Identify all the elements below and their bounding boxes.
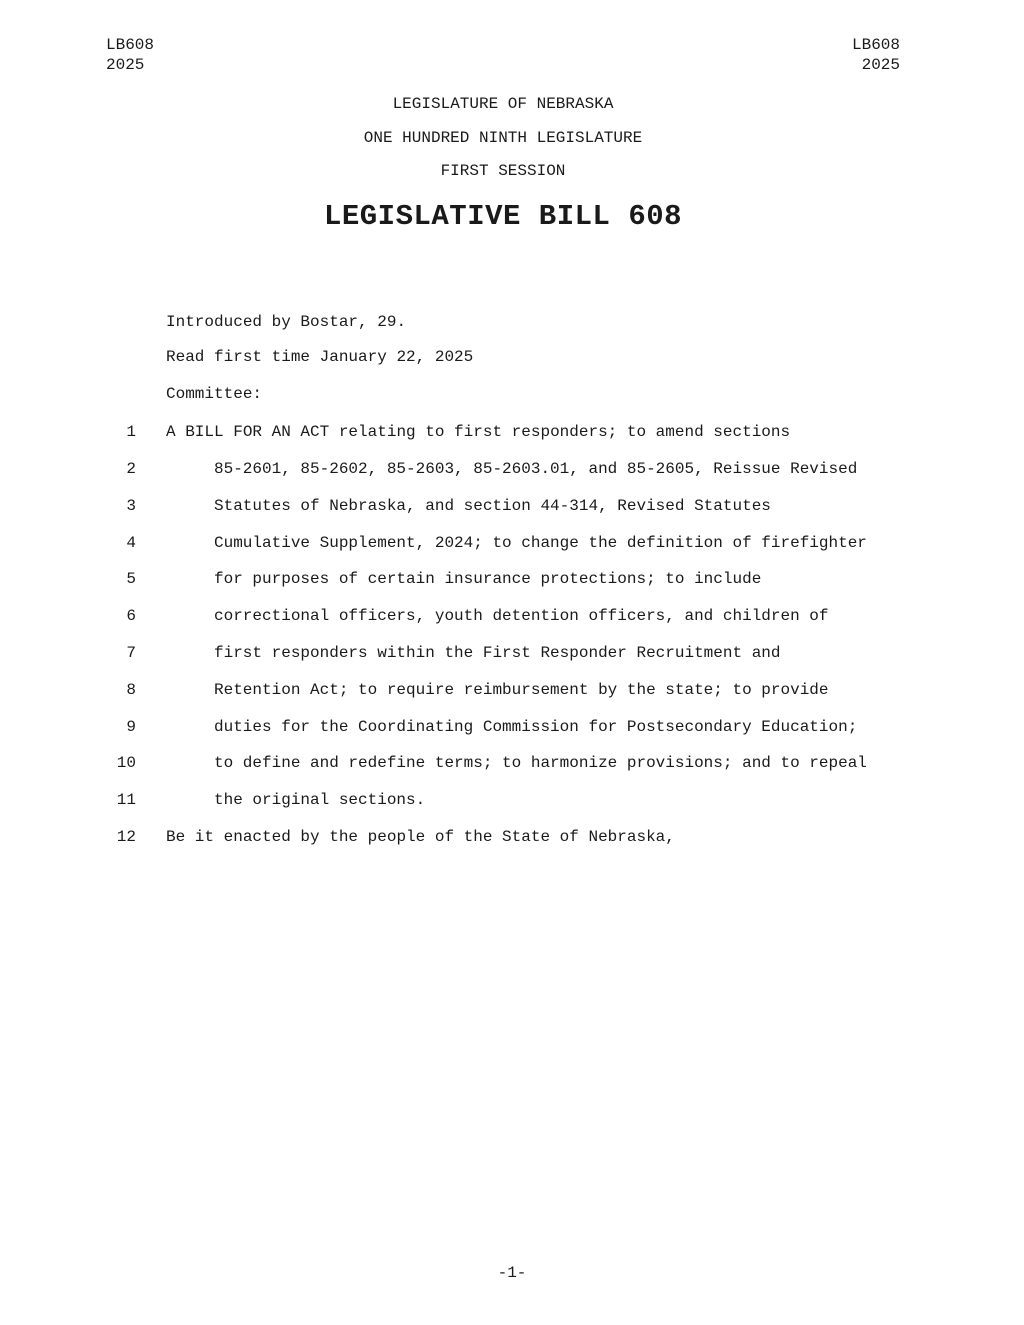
line-number: 7 bbox=[126, 644, 136, 662]
header-right-bill-number: LB608 bbox=[851, 36, 900, 54]
header-right bbox=[852, 35, 900, 75]
line-text: duties for the Coordinating Commission for Postsecondary Education; bbox=[214, 718, 858, 736]
header-left-bill-number: LB608 bbox=[106, 36, 155, 54]
header-left-year: 2025 bbox=[106, 56, 145, 74]
line-number: 5 bbox=[126, 570, 136, 588]
line-text: to define and redefine terms; to harmonize provisions; and to repeal bbox=[214, 754, 867, 772]
line-number: 2 bbox=[126, 460, 136, 478]
line-number: 6 bbox=[126, 607, 136, 625]
page-title: LEGISLATIVE BILL 608 bbox=[323, 200, 683, 233]
numbered-line bbox=[0, 420, 1024, 444]
session-name: FIRST SESSION bbox=[440, 162, 566, 180]
line-text: Retention Act; to require reimbursement by the state; to provide bbox=[214, 681, 829, 699]
numbered-line bbox=[0, 494, 1024, 518]
numbered-line bbox=[0, 531, 1024, 555]
numbered-line bbox=[0, 567, 1024, 591]
line-text: first responders within the First Responder Recruitment and bbox=[214, 644, 781, 662]
header-right-year: 2025 bbox=[861, 56, 900, 74]
line-number: 11 bbox=[116, 791, 136, 809]
line-number: 1 bbox=[126, 423, 136, 441]
numbered-line bbox=[0, 751, 1024, 775]
read-first-time: Read first time January 22, 2025 bbox=[166, 348, 474, 366]
numbered-line bbox=[0, 604, 1024, 628]
header-left bbox=[106, 35, 154, 75]
line-text: for purposes of certain insurance protections; to include bbox=[214, 570, 762, 588]
legislature-name: LEGISLATURE OF NEBRASKA bbox=[392, 95, 614, 113]
numbered-line bbox=[0, 825, 1024, 849]
line-text: correctional officers, youth detention officers, and children of bbox=[214, 607, 829, 625]
line-text: the original sections. bbox=[214, 791, 426, 809]
line-text: A BILL FOR AN ACT relating to first responders; to amend sections bbox=[166, 423, 791, 441]
line-text: 85-2601, 85-2602, 85-2603, 85-2603.01, and 85-2605, Reissue Revised bbox=[214, 460, 858, 478]
legislature-number: ONE HUNDRED NINTH LEGISLATURE bbox=[363, 129, 643, 147]
introduced-by: Introduced by Bostar, 29. bbox=[166, 313, 407, 331]
line-number: 4 bbox=[126, 534, 136, 552]
line-text: Be it enacted by the people of the State of Nebraska, bbox=[166, 828, 675, 846]
committee-label: Committee: bbox=[166, 385, 263, 403]
numbered-line bbox=[0, 457, 1024, 481]
numbered-line bbox=[0, 788, 1024, 812]
line-text: Cumulative Supplement, 2024; to change the definition of firefighter bbox=[214, 534, 867, 552]
line-number: 3 bbox=[126, 497, 136, 515]
line-number: 10 bbox=[116, 754, 136, 772]
numbered-line bbox=[0, 678, 1024, 702]
line-text: Statutes of Nebraska, and section 44-314, Revised Statutes bbox=[214, 497, 771, 515]
line-number: 12 bbox=[116, 828, 136, 846]
line-number: 8 bbox=[126, 681, 136, 699]
numbered-line bbox=[0, 715, 1024, 739]
numbered-line bbox=[0, 641, 1024, 665]
line-number: 9 bbox=[126, 718, 136, 736]
page-number: -1- bbox=[497, 1264, 527, 1282]
